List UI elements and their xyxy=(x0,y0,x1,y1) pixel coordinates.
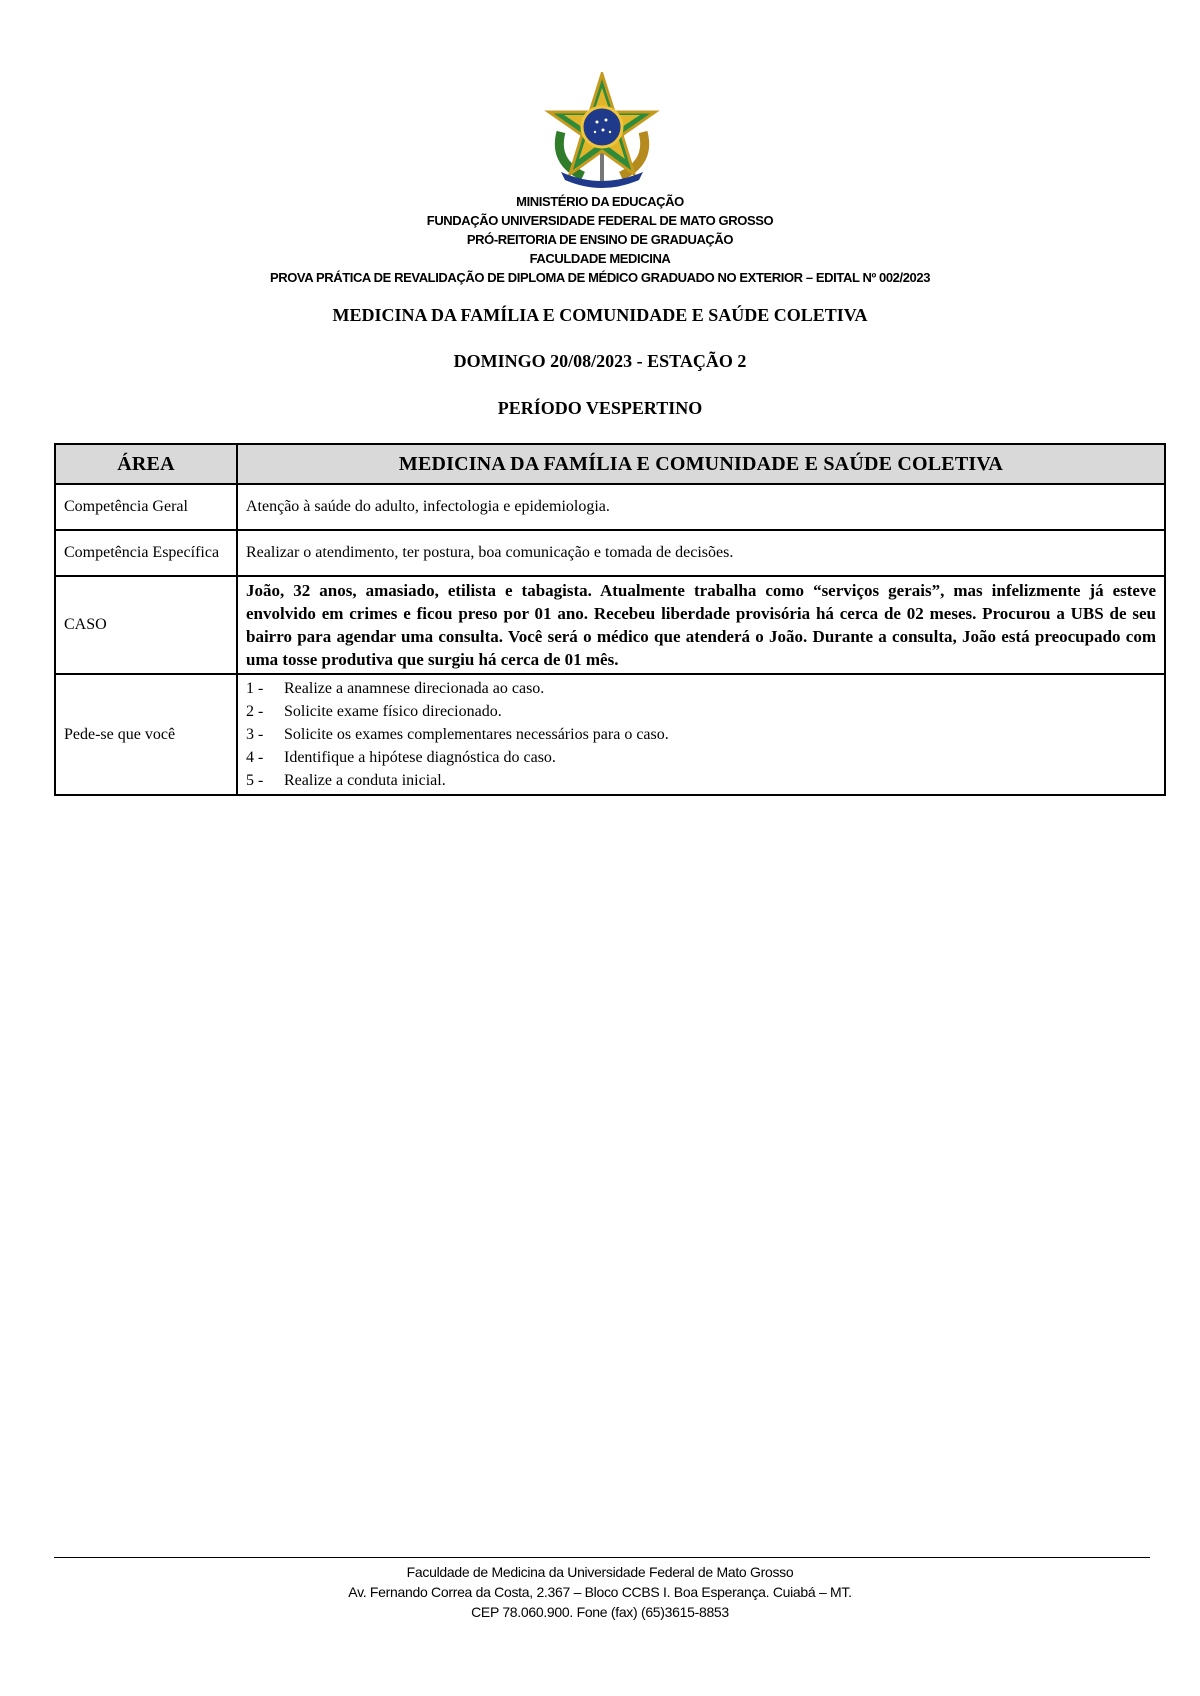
case-description: João, 32 anos, amasiado, etilista e tabagista. Atualmente trabalha como “serviços gerais”, mas infelizmente já esteve envolvido em crimes e ficou preso por 01 ano. Recebeu liberdade provisória há cerca de 02 meses. Procurou a UBS de seu bairro para agendar uma consulta. Você será o médico que atenderá o João. Durante a consulta, João está preocupado com uma tosse produtiva que surgiu há cerca de 01 mês. xyxy=(237,576,1165,674)
row-value-competencia-especifica: Realizar o atendimento, ter postura, boa comunicação e tomada de decisões. xyxy=(237,530,1165,576)
university-line: FUNDAÇÃO UNIVERSIDADE FEDERAL DE MATO GROSSO xyxy=(426,213,774,228)
period-heading: PERÍODO VESPERTINO xyxy=(497,398,703,418)
list-item: 1 - Realize a anamnese direcionada ao caso. xyxy=(246,680,545,697)
session-heading: DOMINGO 20/08/2023 - ESTAÇÃO 2 xyxy=(453,351,747,371)
list-item: 2 - Solicite exame físico direcionado. xyxy=(246,703,502,720)
pro-rectory-line: PRÓ-REITORIA DE ENSINO DE GRADUAÇÃO xyxy=(466,232,734,247)
list-item: 3 - Solicite os exames complementares necessários para o caso. xyxy=(246,726,669,743)
institution-header xyxy=(0,192,1200,287)
table-header-row xyxy=(55,444,1165,484)
table-row xyxy=(55,674,1165,795)
row-label-competencia-especifica: Competência Específica xyxy=(55,530,237,576)
subject-heading: MEDICINA DA FAMÍLIA E COMUNIDADE E SAÚDE COLETIVA xyxy=(332,305,868,325)
exam-case-table xyxy=(54,443,1166,796)
list-item: 4 - Identifique a hipótese diagnóstica do caso. xyxy=(246,749,556,766)
exam-title-line: PROVA PRÁTICA DE REVALIDAÇÃO DE DIPLOMA DE MÉDICO GRADUADO NO EXTERIOR – EDITAL Nº 002/2023 xyxy=(269,270,931,285)
task-list xyxy=(246,675,1156,794)
coat-of-arms-icon xyxy=(543,72,661,190)
brazil-coat-of-arms-emblem xyxy=(543,72,661,190)
footer-faculty: Faculdade de Medicina da Universidade Federal de Mato Grosso xyxy=(406,1564,794,1580)
area-value-cell: MEDICINA DA FAMÍLIA E COMUNIDADE E SAÚDE COLETIVA xyxy=(237,444,1165,484)
footer-contact: CEP 78.060.900. Fone (fax) (65)3615-8853 xyxy=(471,1604,729,1620)
area-label-cell: ÁREA xyxy=(55,444,237,484)
row-label-tasks: Pede-se que você xyxy=(55,674,237,795)
footer-divider xyxy=(54,1557,1150,1558)
footer-address: Av. Fernando Correa da Costa, 2.367 – Bloco CCBS I. Boa Esperança. Cuiabá – MT. xyxy=(348,1584,852,1600)
row-label-competencia-geral: Competência Geral xyxy=(55,484,237,530)
table-row xyxy=(55,530,1165,576)
ministry-line: MINISTÉRIO DA EDUCAÇÃO xyxy=(516,194,684,209)
row-label-caso: CASO xyxy=(55,576,237,674)
row-value-competencia-geral: Atenção à saúde do adulto, infectologia e epidemiologia. xyxy=(237,484,1165,530)
list-item: 5 - Realize a conduta inicial. xyxy=(246,772,446,789)
faculty-line: FACULDADE MEDICINA xyxy=(529,251,671,266)
page-footer xyxy=(0,1562,1200,1622)
tasks-cell xyxy=(237,674,1165,795)
table-row xyxy=(55,484,1165,530)
table-row xyxy=(55,576,1165,674)
